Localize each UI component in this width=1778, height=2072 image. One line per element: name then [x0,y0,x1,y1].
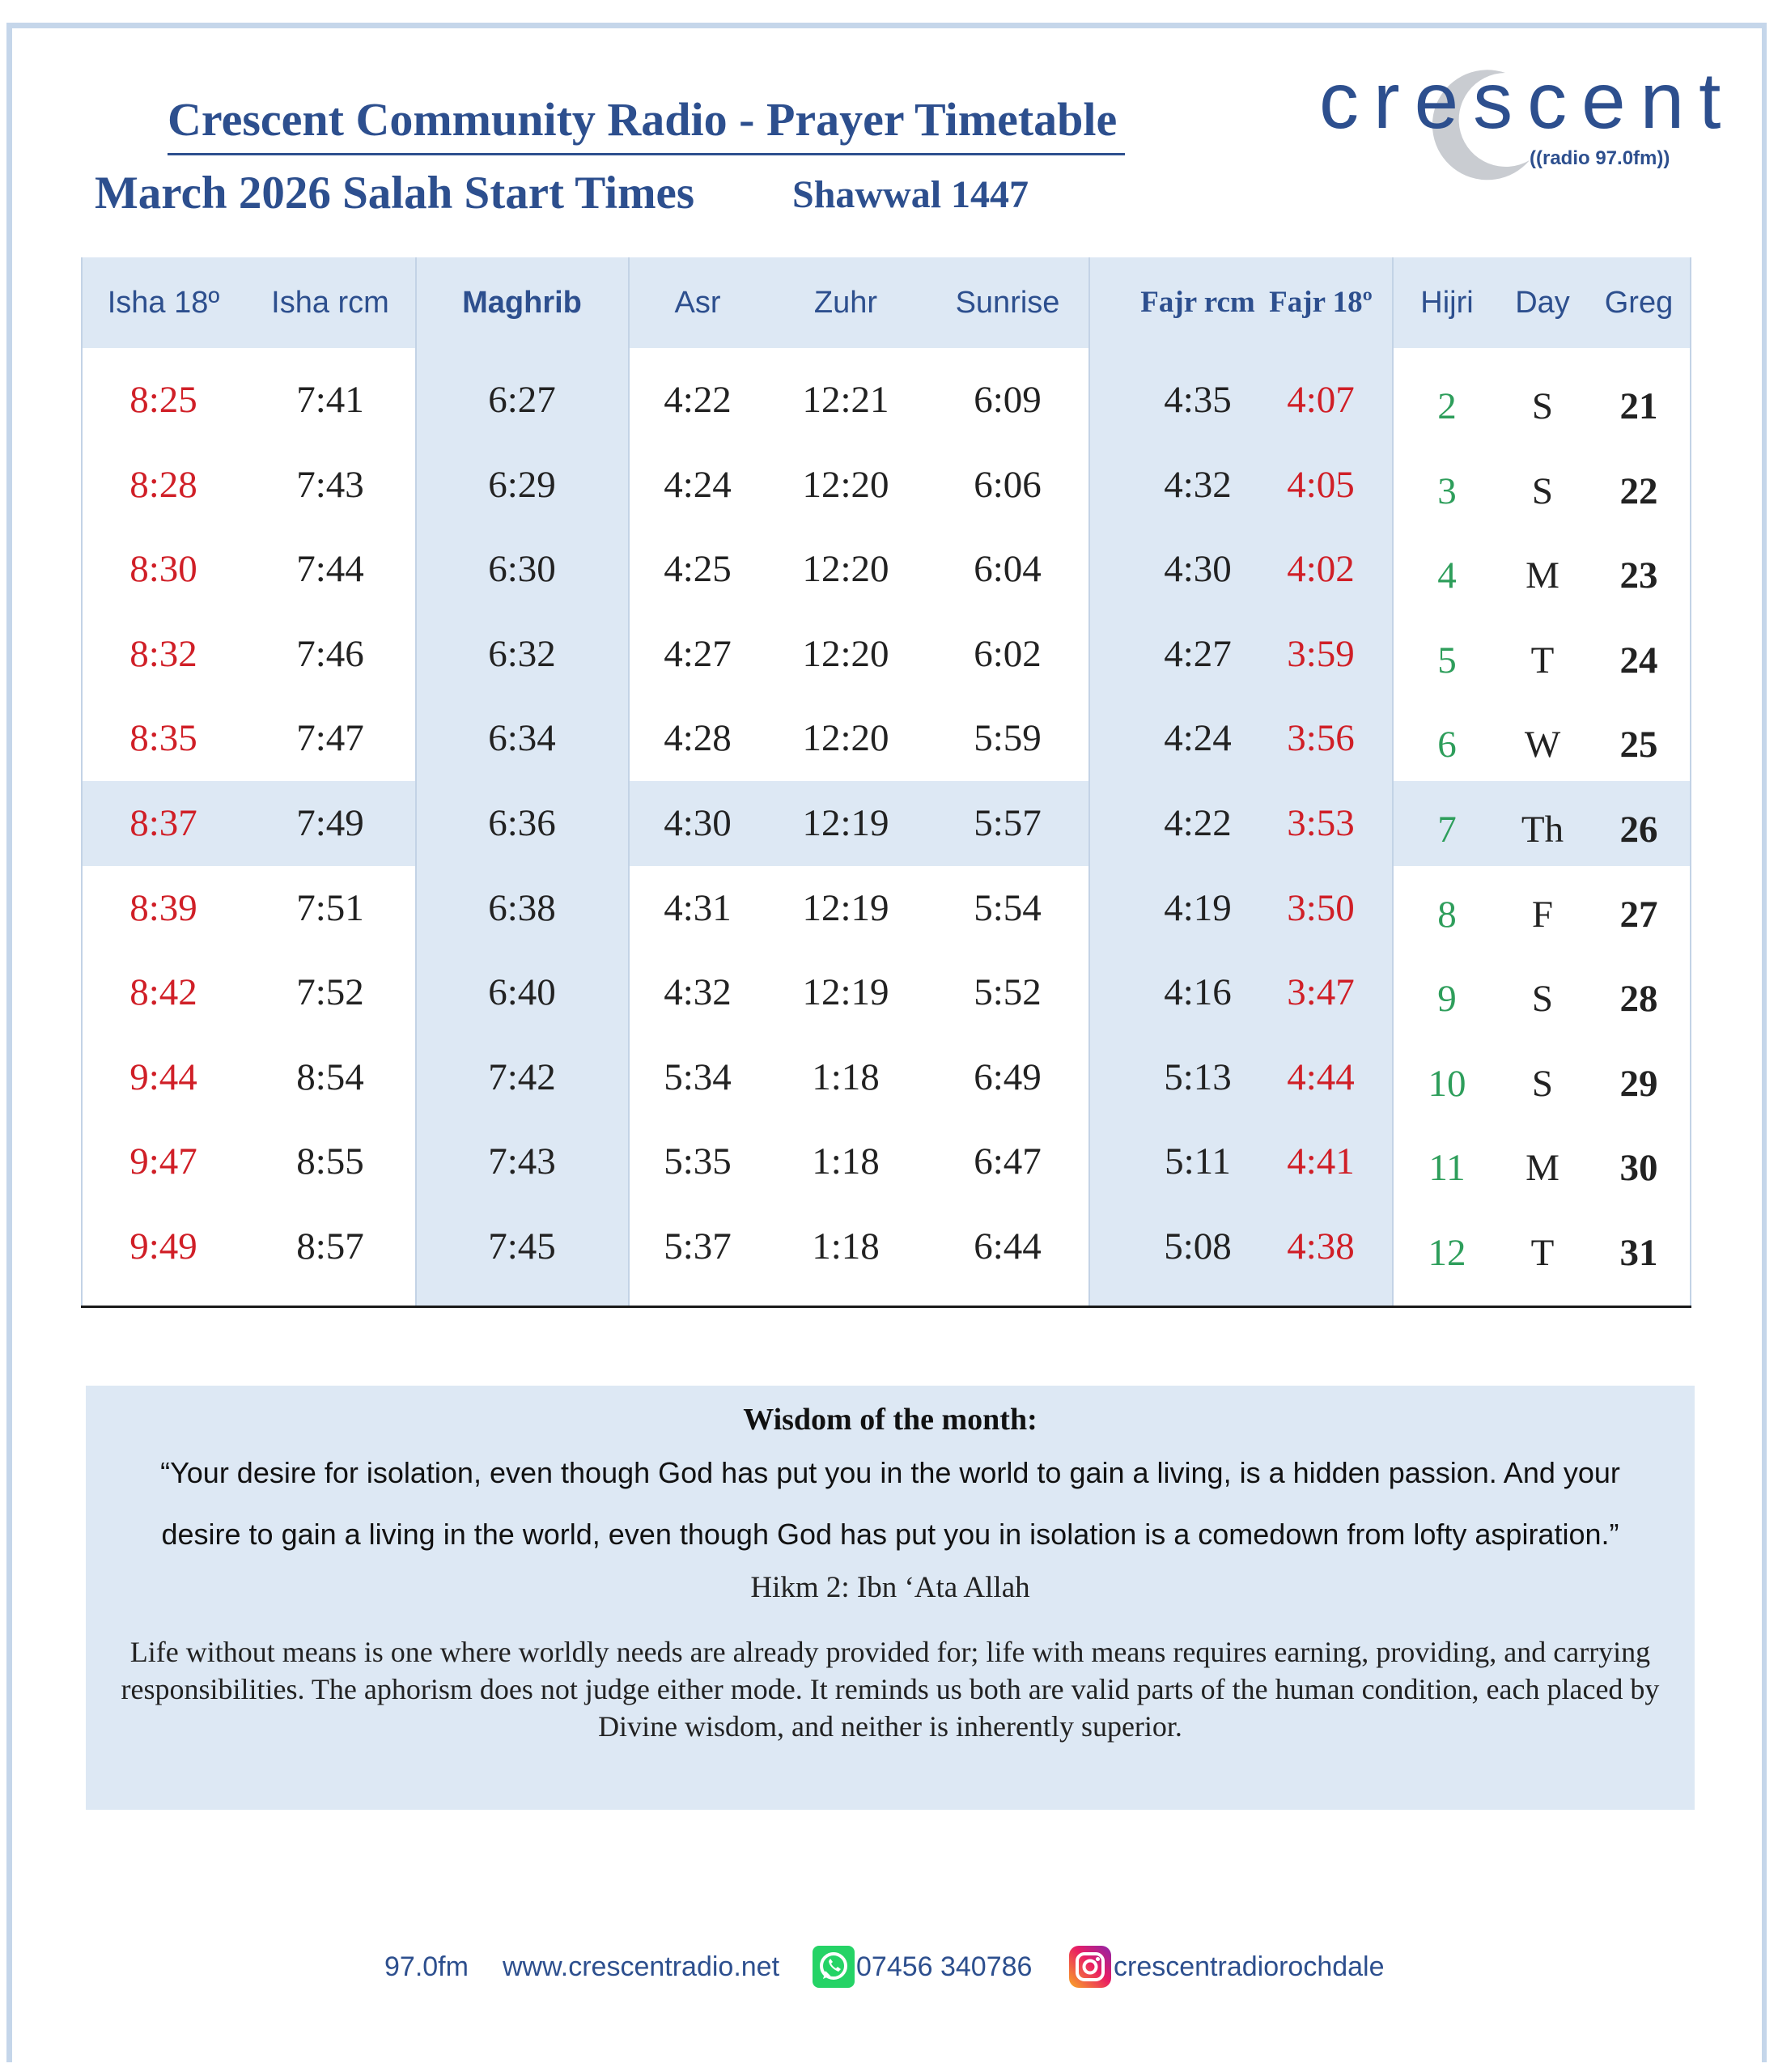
table-cell: 8:55 [296,1140,364,1183]
wisdom-quote [118,1442,1662,1565]
footer-frequency: 97.0fm [384,1951,469,1982]
table-cell: 6:30 [488,548,556,591]
table-cell: 8 [1437,893,1457,936]
footer-website-link[interactable]: www.crescentradio.net [503,1951,780,1982]
wisdom-quote-line-2: desire to gain a living in the world, even though God has put you in isolation is a comedown from lofty aspiration.” [161,1518,1619,1551]
column-header: Isha 18º [107,286,220,320]
table-cell: 4:27 [664,632,732,675]
table-cell: 4:22 [664,379,732,421]
table-cell: 27 [1619,893,1658,936]
table-cell: 4:30 [664,802,732,844]
table-cell: 8:42 [129,971,197,1014]
table-cell: 7:47 [296,717,364,760]
table-cell: 6:34 [488,717,556,760]
table-cell: Th [1521,809,1564,851]
table-cell: 25 [1619,724,1658,766]
table-cell: 6:27 [488,379,556,421]
column-header: Maghrib [462,286,582,320]
table-cell: 4 [1437,554,1457,597]
table-cell: 22 [1619,469,1658,512]
table-cell: T [1530,1232,1555,1274]
table-cell: 7:41 [296,379,364,421]
table-cell: 9 [1437,978,1457,1021]
table-cell: 4:24 [1164,717,1232,760]
table-cell: 7:43 [296,463,364,506]
table-cell: 4:41 [1287,1140,1355,1183]
whatsapp-icon [813,1946,855,1988]
prayer-timetable [81,257,1691,1296]
table-cell: W [1524,724,1561,766]
table-cell: S [1531,1062,1554,1105]
table-cell: 4:19 [1164,886,1232,929]
table-cell: 6:09 [974,379,1042,421]
table-cell: 5:35 [664,1140,732,1183]
table-cell: 4:16 [1164,971,1232,1014]
wisdom-heading: Wisdom of the month: [743,1403,1038,1437]
table-cell: 5:13 [1164,1055,1232,1098]
column-divider [1088,257,1090,1306]
table-cell: 7:43 [488,1140,556,1183]
table-cell: S [1531,978,1554,1021]
table-cell: 4:32 [664,971,732,1014]
table-cell: 7:42 [488,1055,556,1098]
wisdom-panel [86,1386,1695,1810]
table-cell: 30 [1619,1147,1658,1190]
table-cell: 8:39 [129,886,197,929]
table-cell: 31 [1619,1232,1658,1274]
table-cell: 5:59 [974,717,1042,760]
column-header: Asr [674,286,721,320]
table-cell: 4:35 [1164,379,1232,421]
table-cell: 3:53 [1287,802,1355,844]
table-cell: 12:20 [802,717,889,760]
table-cell: 21 [1619,385,1658,427]
table-cell: 4:38 [1287,1225,1355,1267]
table-cell: 3:47 [1287,971,1355,1014]
column-header: Day [1515,286,1570,320]
title-underline [168,153,1125,155]
page-subtitle: March 2026 Salah Start Times [95,168,695,219]
table-cell: 1:18 [812,1225,880,1267]
table-cell: 7:49 [296,802,364,844]
table-cell: 8:57 [296,1225,364,1267]
table-cell: 8:30 [129,548,197,591]
table-cell: 6:02 [974,632,1042,675]
table-cell: 28 [1619,978,1658,1021]
table-cell: 5:34 [664,1055,732,1098]
table-cell: 3 [1437,469,1457,512]
column-header: Isha rcm [271,286,389,320]
table-cell: 7:46 [296,632,364,675]
table-cell: 12:19 [802,886,889,929]
table-cell: 8:25 [129,379,197,421]
table-cell: 4:27 [1164,632,1232,675]
table-cell: 7:52 [296,971,364,1014]
table-cell: 5:52 [974,971,1042,1014]
table-cell: 6:29 [488,463,556,506]
table-cell: 4:07 [1287,379,1355,421]
logo-wordmark: crescent [1319,56,1736,145]
table-cell: 5 [1437,639,1457,681]
table-bottom-rule [81,1306,1691,1308]
table-cell: 26 [1619,809,1658,851]
table-cell: 6:36 [488,802,556,844]
table-cell: 7:45 [488,1225,556,1267]
instagram-icon [1069,1946,1111,1988]
logo-frequency: ((radio 97.0fm)) [1530,147,1670,169]
table-cell: 8:35 [129,717,197,760]
table-cell: 3:59 [1287,632,1355,675]
table-cell: 6:06 [974,463,1042,506]
page-title: Crescent Community Radio - Prayer Timetable [168,93,1118,146]
table-cell: 4:24 [664,463,732,506]
table-cell: 7:51 [296,886,364,929]
crescent-logo [1311,56,1736,186]
table-cell: 8:28 [129,463,197,506]
table-cell: 11 [1428,1147,1466,1190]
table-cell: 4:22 [1164,802,1232,844]
table-cell: 6 [1437,724,1457,766]
table-cell: 7 [1437,809,1457,851]
table-cell: 3:50 [1287,886,1355,929]
wisdom-commentary: Life without means is one where worldly needs are already provided for; life with means requires earning, providing, and carrying responsibilities. The aphorism does not judge either mode. It reminds us both are valid parts of the human condition, each placed by Divine wisdom, and neither is inherently superior. [121,1636,1660,1743]
table-cell: 12:19 [802,971,889,1014]
table-cell: 4:30 [1164,548,1232,591]
table-cell: 12 [1428,1232,1466,1274]
table-cell: 4:44 [1287,1055,1355,1098]
table-cell: 6:40 [488,971,556,1014]
table-cell: 4:05 [1287,463,1355,506]
table-cell: 10 [1428,1062,1466,1105]
table-cell: 29 [1619,1062,1658,1105]
table-cell: 9:44 [129,1055,197,1098]
table-cell: 6:32 [488,632,556,675]
table-cell: 4:32 [1164,463,1232,506]
table-cell: 12:19 [802,802,889,844]
table-cell: 3:56 [1287,717,1355,760]
table-cell: 2 [1437,385,1457,427]
table-cell: 12:20 [802,463,889,506]
column-header: Greg [1604,286,1674,320]
table-cell: 1:18 [812,1055,880,1098]
footer-phone: 07456 340786 [856,1951,1033,1982]
column-header: Fajr 18º [1269,286,1373,319]
table-cell: 5:57 [974,802,1042,844]
table-cell: 4:28 [664,717,732,760]
table-cell: 23 [1619,554,1658,597]
table-cell: 6:47 [974,1140,1042,1183]
table-cell: 9:47 [129,1140,197,1183]
table-cell: 5:11 [1165,1140,1231,1183]
table-cell: 1:18 [812,1140,880,1183]
table-cell: 12:20 [802,632,889,675]
table-cell: M [1526,1147,1559,1190]
table-cell: 6:44 [974,1225,1042,1267]
table-cell: T [1530,639,1555,681]
table-cell: 8:37 [129,802,197,844]
footer-instagram-handle[interactable]: crescentradiorochdale [1114,1951,1385,1982]
table-cell: S [1531,469,1554,512]
column-divider [415,257,417,1306]
wisdom-quote-line-1: “Your desire for isolation, even though God has put you in the world to gain a living, is a hidden passion. And your [160,1456,1620,1489]
wisdom-source: Hikm 2: Ibn ‘Ata Allah [750,1571,1030,1604]
table-cell: 5:37 [664,1225,732,1267]
column-header: Fajr rcm [1140,286,1255,319]
column-header: Zuhr [813,286,878,320]
table-cell: 7:44 [296,548,364,591]
table-cell: 12:20 [802,548,889,591]
hijri-month-label: Shawwal 1447 [792,173,1029,216]
column-header: Hijri [1420,286,1474,320]
table-cell: 4:02 [1287,548,1355,591]
table-cell: S [1531,385,1554,427]
table-cell: 6:38 [488,886,556,929]
table-cell: 4:25 [664,548,732,591]
table-cell: 12:21 [802,379,889,421]
table-cell: 24 [1619,639,1658,681]
table-cell: 9:49 [129,1225,197,1267]
table-cell: 8:32 [129,632,197,675]
table-cell: 5:08 [1164,1225,1232,1267]
table-cell: 5:54 [974,886,1042,929]
table-cell: 4:31 [664,886,732,929]
column-header: Sunrise [955,286,1060,320]
table-cell: 8:54 [296,1055,364,1098]
table-cell: 6:04 [974,548,1042,591]
table-cell: F [1531,893,1554,936]
table-cell: M [1526,554,1559,597]
table-cell: 6:49 [974,1055,1042,1098]
